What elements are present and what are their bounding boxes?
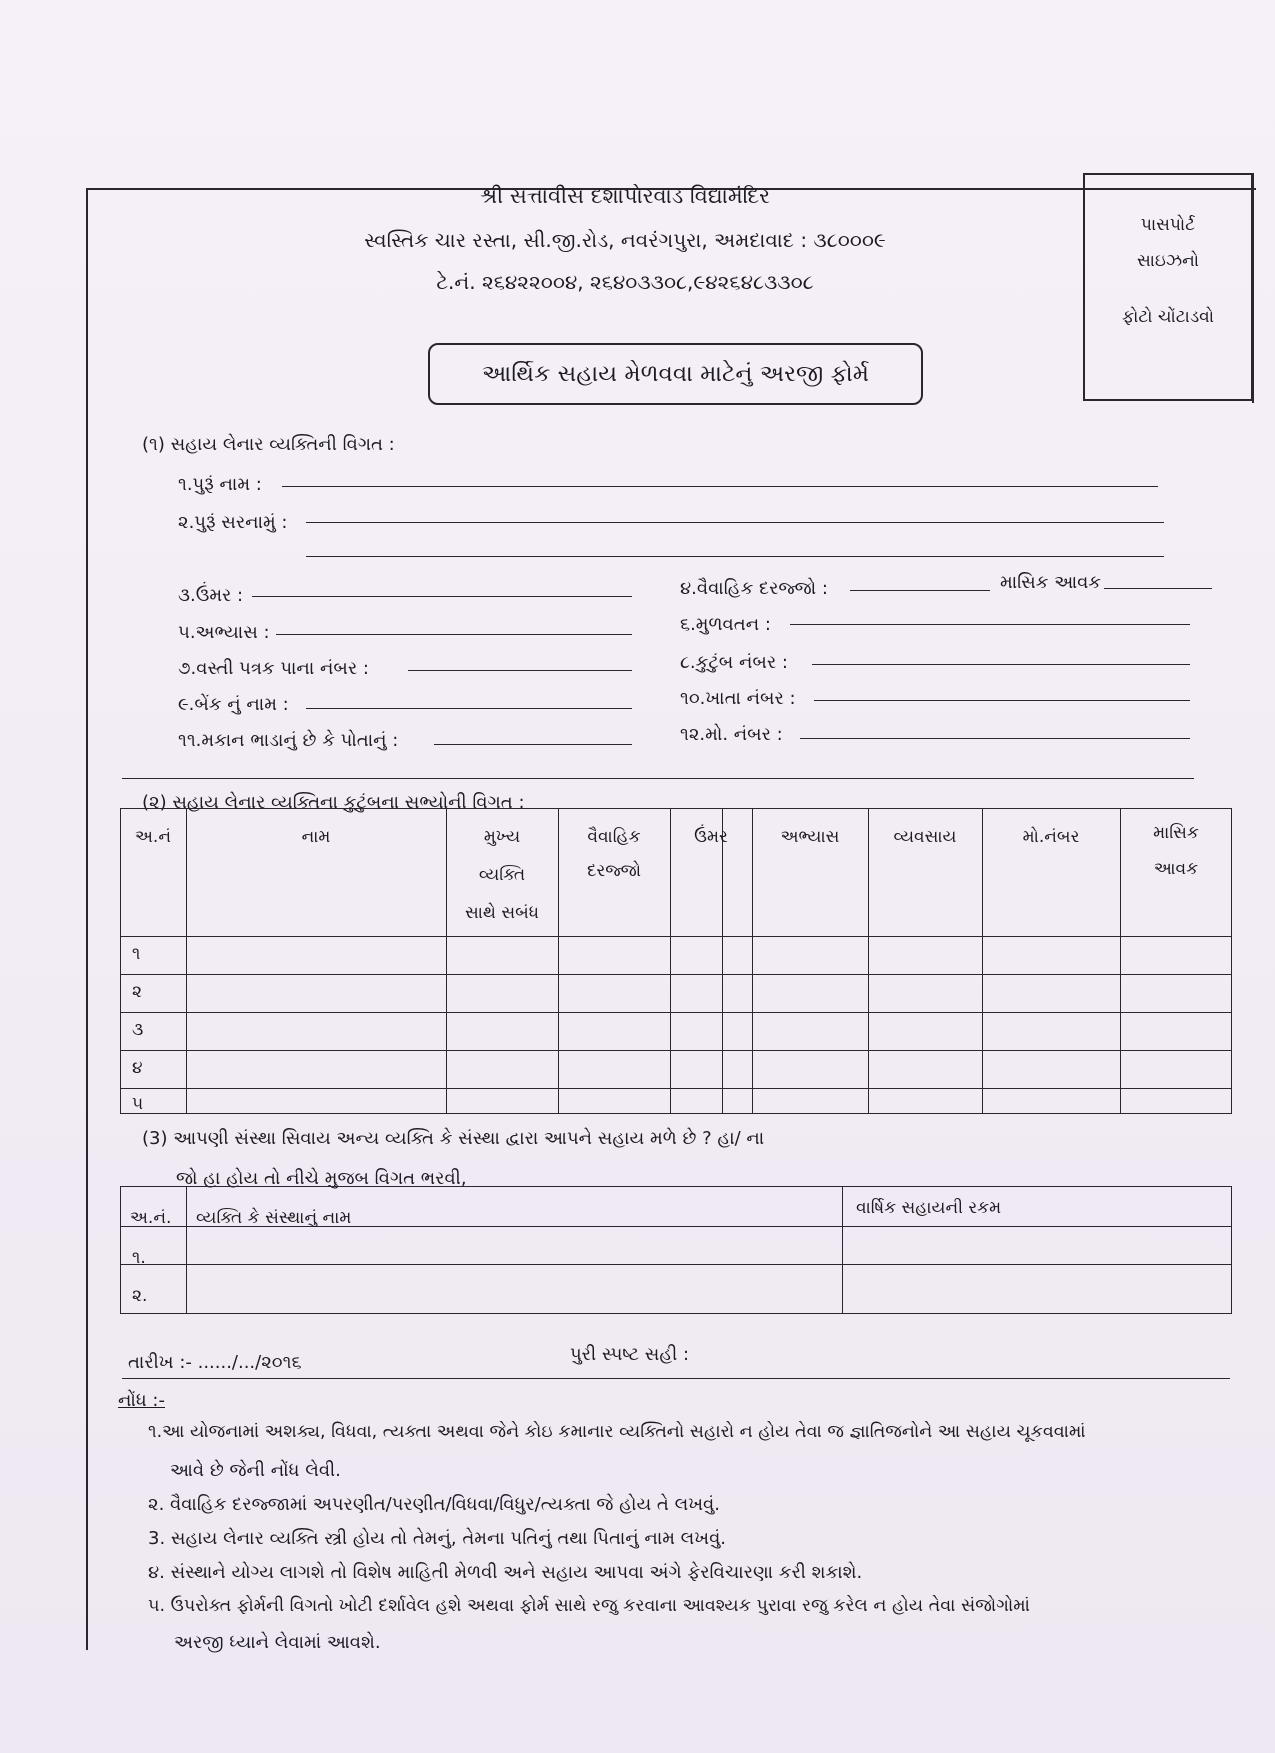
full-address-field[interactable] bbox=[306, 522, 1164, 523]
label-native: ૬.મુળવતન : bbox=[680, 614, 771, 635]
col-header-relation-1: મુખ્ય bbox=[483, 827, 521, 847]
aid-row-number: ૨. bbox=[132, 1286, 148, 1306]
monthly-income-field[interactable] bbox=[1104, 588, 1212, 589]
full-address-field-line2[interactable] bbox=[306, 556, 1164, 557]
full-name-field[interactable] bbox=[282, 486, 1158, 487]
table-row-divider bbox=[120, 974, 1232, 975]
label-monthly-income: માસિક આવક bbox=[1000, 572, 1102, 593]
label-bank-name: ૯.બેંક નું નામ : bbox=[178, 694, 289, 715]
house-field[interactable] bbox=[434, 744, 632, 745]
col-header-marital-1: વૈવાહિક bbox=[587, 827, 641, 847]
aid-table-row-divider bbox=[120, 1264, 1232, 1265]
table-row-divider bbox=[120, 1050, 1232, 1051]
col-header-relation-2: વ્યક્તિ bbox=[478, 865, 526, 885]
aid-row-number: ૧. bbox=[132, 1248, 146, 1268]
table-row-divider bbox=[120, 1012, 1232, 1013]
note-1: ૧.આ યોજનામાં અશક્ય, વિધવા, ત્યક્તા અથવા જેને કોઇ કમાનાર વ્યક્તિનો સહારો ન હોય તેવા જ જ્ઞાતિજનોને આ સહાય ચૂકવવામાં bbox=[148, 1422, 1086, 1442]
table-row-divider bbox=[120, 1088, 1232, 1089]
institution-phone: ટે.નં. ૨૬૪૨૨૦૦૪, ૨૬૪૦૩૩૦૮,૯૪૨૬૪૮૩૩૦૮ bbox=[436, 270, 814, 294]
census-page-field[interactable] bbox=[408, 670, 632, 671]
signature-line[interactable] bbox=[122, 1378, 1230, 1379]
bank-name-field[interactable] bbox=[306, 708, 632, 709]
label-full-name: ૧.પુરૂં નામ : bbox=[178, 474, 262, 495]
label-family-no: ૮.કુટુંબ નંબર : bbox=[680, 652, 788, 673]
note-1-continued: આવે છે જેની નોંધ લેવી. bbox=[170, 1460, 341, 1481]
age-field[interactable] bbox=[252, 596, 632, 597]
label-full-address: ૨.પુરૂં સરનામું : bbox=[178, 512, 288, 533]
label-house: ૧૧.મકાન ભાડાનું છે કે પોતાનું : bbox=[178, 730, 399, 751]
section1-heading: (૧) સહાય લેનાર વ્યક્તિની વિગત : bbox=[142, 434, 395, 455]
table-row-divider bbox=[120, 936, 1232, 937]
notes-heading: નોંધ :- bbox=[118, 1390, 165, 1411]
col-header-name: નામ bbox=[301, 827, 331, 847]
aid-col-header-sr: અ.નં. bbox=[130, 1208, 172, 1228]
date-label: તારીખ :- ....../.../૨૦૧૬ bbox=[128, 1352, 302, 1373]
note-4: ૪. સંસ્થાને યોગ્ય લાગશે તો વિશેષ માહિતી મેળવી અને સહાય આપવા અંગે ફેરવિચારણા કરી શકાશે. bbox=[148, 1562, 863, 1583]
photo-box-line2: સાઇઝનો bbox=[1137, 251, 1199, 271]
note-5-continued: અરજી ધ્યાને લેવામાં આવશે. bbox=[174, 1632, 381, 1653]
label-marital: ૪.વૈવાહિક દરજ્જો : bbox=[680, 578, 828, 599]
table-row-number: ૩ bbox=[132, 1020, 144, 1040]
col-header-mobile: મો.નંબર bbox=[1022, 827, 1080, 847]
section-divider bbox=[122, 778, 1194, 779]
col-header-relation-3: સાથે સબંધ bbox=[465, 903, 539, 923]
label-census-page: ૭.વસ્તી પત્રક પાના નંબર : bbox=[178, 658, 369, 679]
col-header-age: ઉંમર bbox=[694, 827, 728, 847]
aid-col-header-name: વ્યક્તિ કે સંસ્થાનું નામ bbox=[196, 1208, 352, 1228]
institution-address: સ્વસ્તિક ચાર રસ્તા, સી.જી.રોડ, નવરંગપુરા, અમદાવાદ : ૩૮૦૦૦૯ bbox=[364, 228, 886, 252]
label-education: ૫.અભ્યાસ : bbox=[178, 622, 270, 643]
mobile-field[interactable] bbox=[800, 738, 1190, 739]
col-header-income-1: માસિક bbox=[1153, 823, 1199, 843]
note-3: 3. સહાય લેનાર વ્યક્તિ સ્ત્રી હોય તો તેમનું, તેમના પતિનું તથા પિતાનું નામ લખવું. bbox=[148, 1528, 727, 1549]
section2-heading: (૨) સહાય લેનાર વ્યક્તિના કુટુંબના સભ્યોની વિગત : bbox=[142, 792, 525, 813]
marital-field[interactable] bbox=[850, 590, 990, 591]
col-header-occupation: વ્યવસાય bbox=[893, 827, 957, 847]
aid-table-col-divider bbox=[842, 1186, 843, 1314]
photo-box-line1: પાસપોર્ટ bbox=[1140, 215, 1196, 235]
table-row-number: ૧ bbox=[132, 944, 141, 964]
institution-name: શ્રી સત્તાવીસ દશાપોરવાડ વિદ્યામંદિર bbox=[479, 184, 771, 208]
note-2: ૨. વૈવાહિક દરજ્જામાં અપરણીત/પરણીત/વિધવા/વિધુર/ત્યક્તા જે હોય તે લખવું. bbox=[148, 1494, 720, 1515]
col-header-sr: અ.નં bbox=[134, 827, 171, 847]
photo-box bbox=[1083, 173, 1253, 401]
account-no-field[interactable] bbox=[814, 700, 1190, 701]
photo-box-line3: ફોટો ચોંટાડવો bbox=[1121, 307, 1215, 327]
label-age: ૩.ઉંમર : bbox=[178, 585, 244, 606]
note-5: ૫. ઉપરોક્ત ફોર્મની વિગતો ખોટી દર્શાવેલ હશે અથવા ફોર્મ સાથે રજુ કરવાના આવશ્યક પુરાવા રજુ કરેલ ન હોય તેવા સંજોગોમાં bbox=[148, 1596, 1030, 1616]
aid-col-header-amount: વાર્ષિક સહાયની રકમ bbox=[856, 1198, 1002, 1218]
col-header-marital-2: દરજ્જો bbox=[587, 861, 641, 881]
other-aid-table bbox=[120, 1186, 1232, 1314]
col-header-education: અભ્યાસ bbox=[780, 827, 840, 847]
family-no-field[interactable] bbox=[812, 664, 1190, 665]
label-account-no: ૧૦.ખાતા નંબર : bbox=[680, 688, 796, 709]
native-field[interactable] bbox=[790, 624, 1190, 625]
section3-instruction: જો હા હોય તો નીચે મુજબ વિગત ભરવી, bbox=[176, 1168, 467, 1189]
table-row-number: ૫ bbox=[132, 1094, 144, 1114]
form-title: આર્થિક સહાય મેળવવા માટેનું અરજી ફોર્મ bbox=[428, 343, 923, 405]
signature-label: પુરી સ્પષ્ટ સહી : bbox=[570, 1344, 690, 1365]
table-row-number: ૨ bbox=[132, 982, 142, 1002]
table-row-number: ૪ bbox=[132, 1058, 143, 1078]
education-field[interactable] bbox=[276, 634, 632, 635]
col-header-income-2: આવક bbox=[1153, 859, 1199, 879]
section3-question: (3) આપણી સંસ્થા સિવાય અન્ય વ્યક્તિ કે સંસ્થા દ્વારા આપને સહાય મળે છે ? હા/ ના bbox=[142, 1128, 765, 1149]
label-mobile: ૧૨.મો. નંબર : bbox=[680, 724, 783, 745]
aid-table-col-divider bbox=[186, 1186, 187, 1314]
